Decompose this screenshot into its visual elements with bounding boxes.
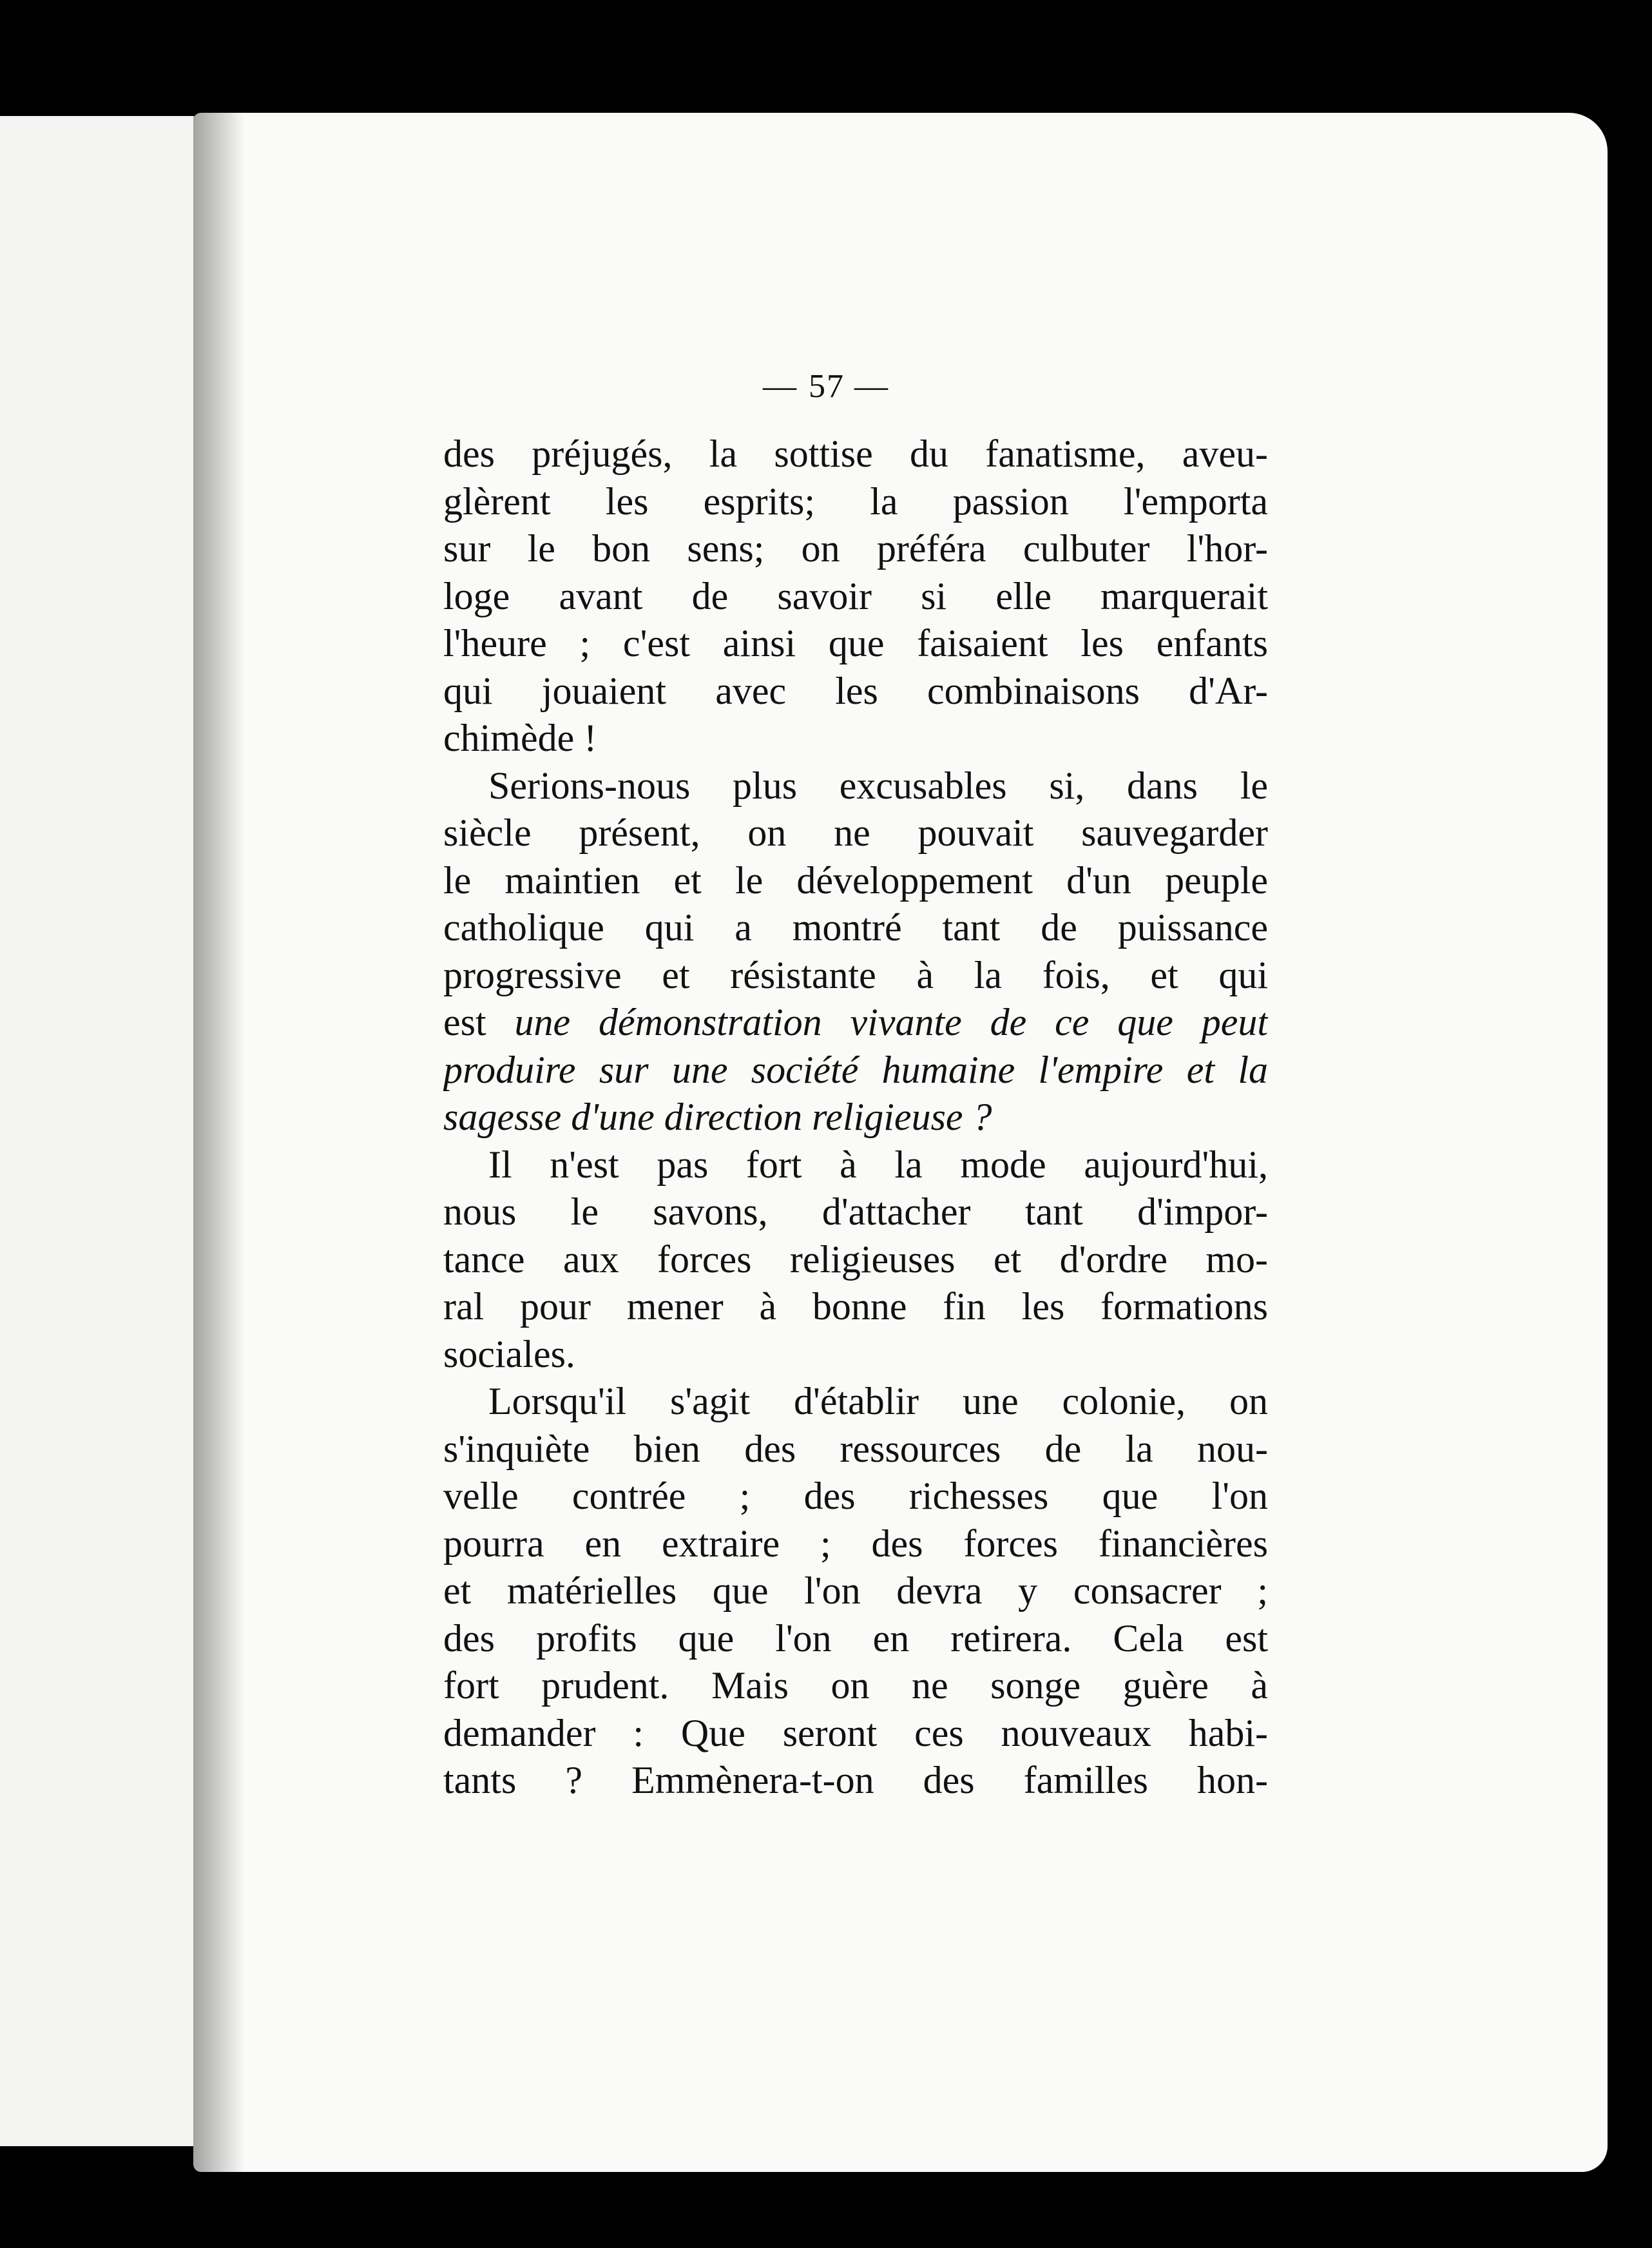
text-line: le maintien et le développement d'un peuple: [443, 858, 1268, 902]
text-line: et matérielles que l'on devra y consacrer ;: [443, 1569, 1268, 1612]
text-line: Lorsqu'il s'agit d'établir une colonie, on: [488, 1380, 1268, 1422]
text-line: l'heure ; c'est ainsi que faisaient les enfants: [443, 622, 1268, 664]
italic-line: sagesse d'une direction religieuse ?: [443, 1096, 992, 1138]
text-line: demander : Que seront ces nouveaux habi-: [443, 1711, 1268, 1754]
page-number-value: 57: [809, 368, 845, 405]
text-line: siècle présent, on ne pouvait sauvegarder: [443, 811, 1268, 854]
page-number-dash-left: —: [763, 368, 798, 405]
text-line: tants ? Emmènera-t-on des familles hon-: [443, 1759, 1268, 1801]
text-line: qui jouaient avec les combinaisons d'Ar-: [443, 669, 1268, 712]
text-line: Il n'est pas fort à la mode aujourd'hui,: [488, 1143, 1268, 1186]
page-number-dash-right: —: [854, 368, 889, 405]
body-text: [443, 431, 1268, 1805]
page-number: [0, 367, 1652, 405]
text-line: pourra en extraire ; des forces financières: [443, 1522, 1268, 1565]
text-line: glèrent les esprits; la passion l'emporta: [443, 480, 1268, 523]
text-segment: est: [443, 1001, 486, 1043]
text-line: sur le bon sens; on préféra culbuter l'hor-: [443, 527, 1268, 570]
text-line: fort prudent. Mais on ne songe guère à: [443, 1664, 1268, 1707]
text-line: s'inquiète bien des ressources de la nou-: [443, 1427, 1268, 1470]
text-line: tance aux forces religieuses et d'ordre mo-: [443, 1237, 1268, 1281]
italic-line: produire sur une société humaine l'empire et la: [443, 1048, 1268, 1091]
gutter-shadow: [193, 113, 245, 2172]
text-line: sociales.: [443, 1332, 575, 1375]
text-line: Serions-nous plus excusables si, dans le: [488, 764, 1268, 807]
text-line: des profits que l'on en retirera. Cela est: [443, 1616, 1268, 1660]
text-line-mixed: [443, 999, 1268, 1047]
text-line: progressive et résistante à la fois, et qui: [443, 953, 1268, 996]
text-line: nous le savons, d'attacher tant d'impor-: [443, 1190, 1268, 1233]
text-line: chimède !: [443, 717, 597, 759]
italic-segment: une démonstration vivante de ce que peut: [514, 1001, 1268, 1043]
text-line: des préjugés, la sottise du fanatisme, aveu-: [443, 432, 1268, 475]
text-line: loge avant de savoir si elle marquerait: [443, 574, 1268, 617]
text-line: catholique qui a montré tant de puissance: [443, 906, 1268, 949]
text-line: velle contrée ; des richesses que l'on: [443, 1475, 1268, 1517]
text-line: ral pour mener à bonne fin les formations: [443, 1285, 1268, 1328]
